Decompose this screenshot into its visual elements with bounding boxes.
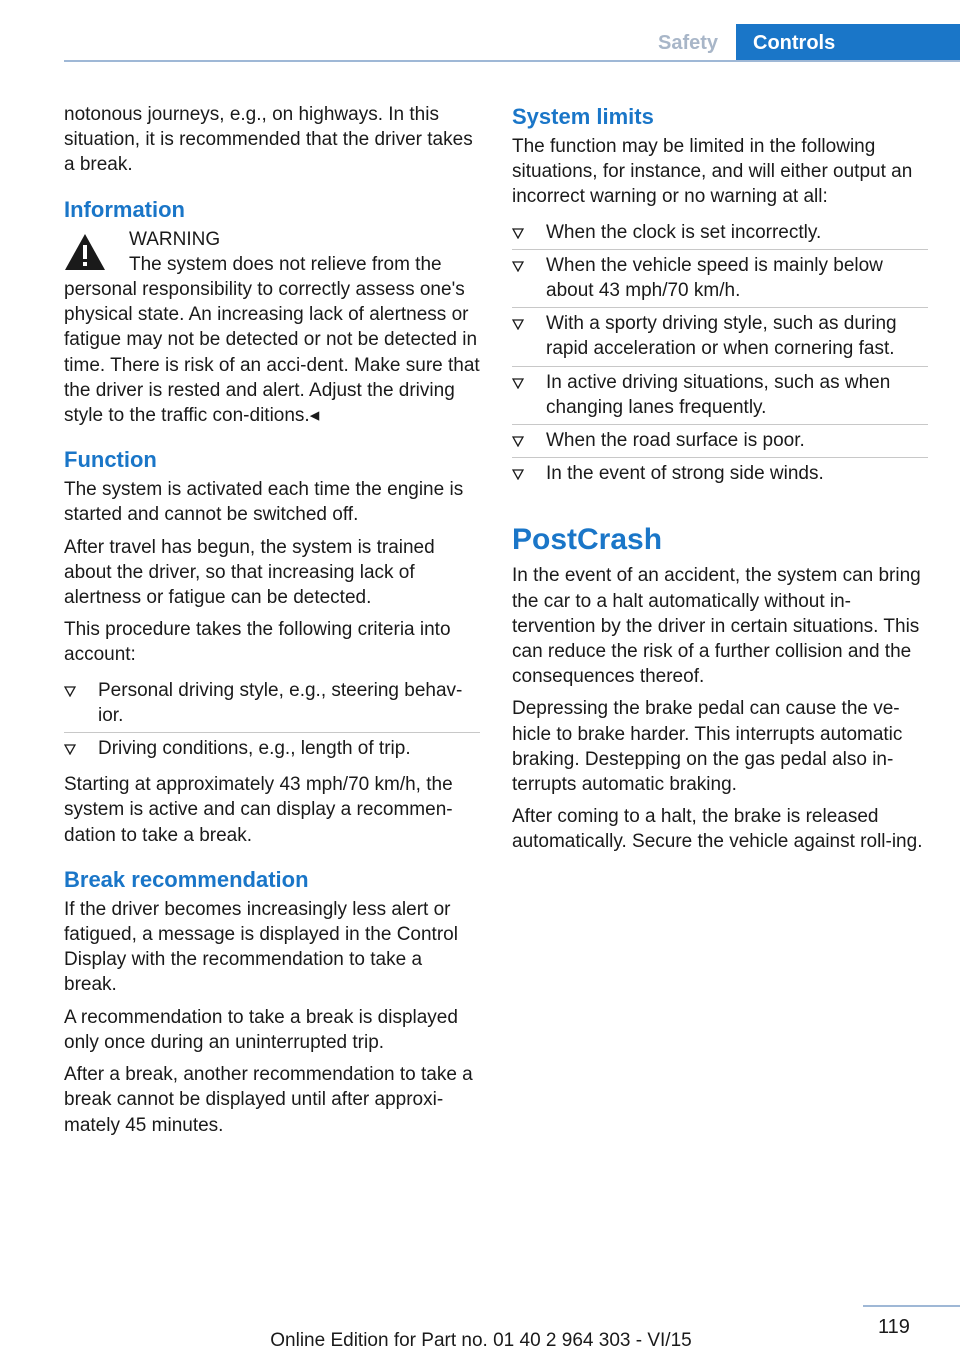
triangle-bullet-icon	[512, 469, 524, 480]
triangle-bullet-icon	[64, 744, 76, 755]
break-paragraph-3: After a break, another recommendation to take a break cannot be displayed until after approxi‐mately 45 minutes.	[64, 1064, 473, 1136]
triangle-bullet-icon	[512, 436, 524, 447]
list-item	[64, 675, 480, 733]
list-item-text: When the clock is set incorrectly.	[546, 221, 822, 243]
triangle-bullet-icon	[512, 319, 524, 330]
criteria-list	[64, 675, 480, 766]
intro-paragraph: notonous journeys, e.g., on highways. In this situation, it is recommended that the driver takes a break.	[64, 104, 473, 176]
information-heading: Information	[64, 196, 185, 222]
function-paragraph-2: After travel has begun, the system is trained about the driver, so that increasing lack of alertness or fatigue can be detected.	[64, 536, 435, 609]
limits-paragraph: The function may be limited in the following situations, for instance, and will either output an incorrect warning or no warning at all:	[512, 136, 913, 208]
function-paragraph-3: This procedure takes the following criteria into account:	[64, 619, 451, 666]
list-item-text: In active driving situations, such as when changing lanes frequently.	[546, 371, 891, 418]
triangle-bullet-icon	[512, 261, 524, 272]
list-item-text: When the vehicle speed is mainly below about 43 mph/70 km/h.	[546, 254, 883, 302]
warning-title: WARNING	[129, 228, 221, 250]
break-recommendation-heading: Break recommendation	[64, 866, 309, 892]
function-paragraph-1: The system is activated each time the engine is started and cannot be switched off.	[64, 479, 464, 526]
left-column	[64, 102, 480, 1145]
tab-safety[interactable]: Safety	[657, 31, 719, 54]
list-item-text: In the event of strong side winds.	[546, 463, 824, 485]
list-item	[64, 733, 480, 765]
function-heading: Function	[64, 447, 157, 473]
right-column	[512, 102, 928, 862]
postcrash-paragraph-3: After coming to a halt, the brake is released automatically. Secure the vehicle against roll‐ing.	[512, 806, 923, 853]
list-item	[512, 250, 928, 308]
footer-divider	[863, 1305, 960, 1307]
triangle-bullet-icon	[64, 686, 76, 697]
list-item	[512, 425, 928, 458]
function-paragraph-4: Starting at approximately 43 mph/70 km/h, the system is active and can display a recommen‐dation to take a break.	[64, 774, 453, 846]
page-number: 119	[878, 1316, 910, 1338]
postcrash-heading: PostCrash	[512, 523, 663, 557]
list-item-text: With a sporty driving style, such as during rapid acceleration or when cornering fast.	[546, 313, 897, 360]
tab-controls[interactable]: Controls	[736, 24, 960, 62]
list-item	[512, 217, 928, 250]
postcrash-paragraph-2: Depressing the brake pedal can cause the ve‐hicle to brake harder. This interrupts automatic braking. Destepping on the gas pedal also in‐terrupts automatic braking.	[512, 698, 903, 796]
warning-text: The system does not relieve from the personal responsibility to correctly assess one's physical state. An increasing lack of alertness or fatigue may not be detected or not be detected in time. There is risk of an acci‐dent. Make sure that the driver is rested and alert. Adjust the driving style to the traffic con‐ditions.◂	[64, 253, 480, 427]
list-item-text: Driving conditions, e.g., length of trip.	[98, 738, 411, 760]
warning-triangle-icon	[64, 233, 106, 271]
triangle-bullet-icon	[512, 378, 524, 389]
footer-edition: Online Edition for Part no. 01 40 2 964 303 - VI/15	[270, 1330, 692, 1351]
list-item	[512, 367, 928, 425]
break-paragraph-2: A recommendation to take a break is displayed only once during an uninterrupted trip.	[64, 1006, 458, 1053]
list-item	[512, 458, 928, 490]
header-divider	[64, 60, 960, 62]
system-limits-heading: System limits	[512, 104, 654, 129]
warning-block	[64, 227, 480, 429]
triangle-bullet-icon	[512, 228, 524, 239]
list-item	[512, 308, 928, 366]
limits-list	[512, 217, 928, 491]
list-item-text: When the road surface is poor.	[546, 430, 805, 452]
break-paragraph-1: If the driver becomes increasingly less alert or fatigued, a message is displayed in the Control Display with the recommendation to take a break.	[64, 898, 458, 996]
postcrash-paragraph-1: In the event of an accident, the system can bring the car to a halt automatically without in‐tervention by the driver in certain situations. This can reduce the risk of a further collision and the consequences thereof.	[512, 565, 921, 688]
list-item-text: Personal driving style, e.g., steering behav‐ior.	[98, 679, 463, 726]
